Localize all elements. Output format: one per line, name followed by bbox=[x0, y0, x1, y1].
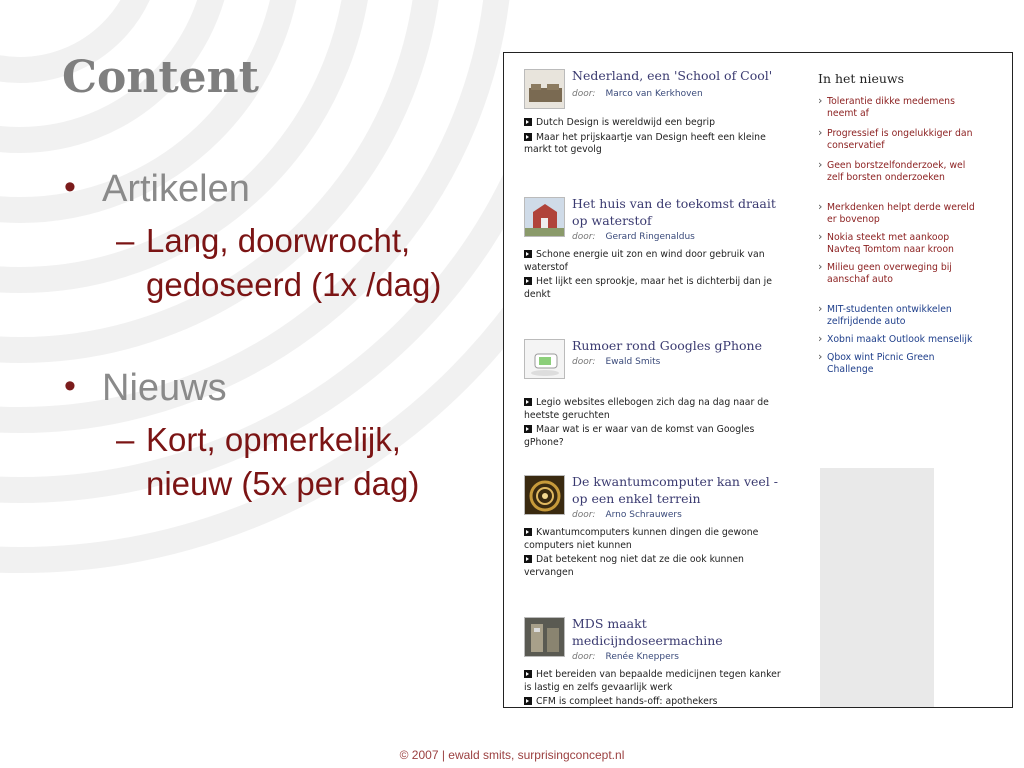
news-item-link[interactable]: › Merkdenken helpt derde wereld er bovenop bbox=[818, 202, 978, 226]
news-item-link[interactable]: › Progressief is ongelukkiger dan conservatief bbox=[818, 128, 978, 152]
article-meta: door: Gerard Ringenaldus bbox=[572, 232, 695, 242]
sub-bullet-nieuws bbox=[64, 418, 514, 506]
article-sub-link[interactable]: Het lijkt een sprookje, maar het is dichterbij dan je denkt bbox=[524, 276, 772, 300]
play-bullet-icon bbox=[524, 528, 532, 536]
author-link[interactable]: Renée Kneppers bbox=[605, 652, 679, 662]
article-sub-link[interactable]: Het bereiden van bepaalde medicijnen tegen kanker is lastig en zelfs gevaarlijk werk bbox=[524, 669, 781, 693]
sub-bullet-artikelen bbox=[64, 219, 514, 307]
article-thumbnail bbox=[524, 69, 565, 109]
author-link[interactable]: Gerard Ringenaldus bbox=[605, 232, 695, 242]
article-title-link[interactable]: Nederland, een 'School of Cool' bbox=[572, 68, 773, 83]
play-bullet-icon bbox=[524, 133, 532, 141]
article-sublist bbox=[524, 669, 786, 708]
ad-placeholder-box bbox=[820, 468, 934, 708]
article-sublist bbox=[524, 117, 786, 159]
article-meta: door: Ewald Smits bbox=[572, 357, 661, 367]
article-sublist bbox=[524, 397, 786, 451]
play-bullet-icon bbox=[524, 670, 532, 678]
article-meta: door: Renée Kneppers bbox=[572, 652, 679, 662]
dash-marker: – bbox=[116, 222, 135, 259]
author-link[interactable]: Ewald Smits bbox=[605, 357, 661, 367]
news-item-link[interactable]: › Nokia steekt met aankoop Navteq Tomtom naar kroon bbox=[818, 232, 978, 256]
play-bullet-icon bbox=[524, 118, 532, 126]
article-thumbnail bbox=[524, 339, 565, 379]
article-title-link[interactable]: Het huis van de toekomst draait op waterstof bbox=[572, 196, 776, 228]
article-sub-link[interactable]: Maar wat is er waar van de komst van Googles gPhone? bbox=[524, 424, 755, 448]
article-sub-link[interactable]: Dat betekent nog niet dat ze die ook kunnen vervangen bbox=[524, 554, 744, 578]
article-sub-link[interactable]: CFM is compleet hands-off: apothekers bbox=[524, 696, 786, 708]
slide-footer: © 2007 | ewald smits, surprisingconcept.nl bbox=[399, 748, 625, 762]
dash-marker: – bbox=[116, 421, 135, 458]
news-item-link[interactable]: › Tolerantie dikke medemens neemt af bbox=[818, 96, 978, 120]
article-thumbnail bbox=[524, 475, 565, 515]
play-bullet-icon bbox=[524, 250, 532, 258]
bullet-nieuws: • Nieuws bbox=[64, 367, 514, 410]
news-item-link[interactable]: › Geen borstzelfonderzoek, wel zelf borsten onderzoeken bbox=[818, 160, 978, 184]
author-link[interactable]: Arno Schrauwers bbox=[605, 510, 682, 520]
article-sub-link[interactable]: Dutch Design is wereldwijd een begrip bbox=[524, 117, 786, 130]
website-screenshot bbox=[503, 52, 1013, 708]
article-meta: door: Marco van Kerkhoven bbox=[572, 89, 703, 99]
article-title-link[interactable]: De kwantumcomputer kan veel - op een enkel terrein bbox=[572, 474, 778, 506]
news-heading: In het nieuws bbox=[818, 71, 905, 86]
article-sublist bbox=[524, 527, 786, 581]
article-title-link[interactable]: Rumoer rond Googles gPhone bbox=[572, 338, 762, 353]
play-bullet-icon bbox=[524, 697, 532, 705]
sub-bullet-line: nieuw (5x per dag) bbox=[146, 465, 420, 502]
article-meta: door: Arno Schrauwers bbox=[572, 510, 682, 520]
news-sidebar bbox=[818, 71, 978, 376]
article-sub-link[interactable]: Kwantumcomputers kunnen dingen die gewone computers niet kunnen bbox=[524, 527, 759, 551]
author-link[interactable]: Marco van Kerkhoven bbox=[605, 89, 703, 99]
article-thumbnail bbox=[524, 617, 565, 657]
play-bullet-icon bbox=[524, 277, 532, 285]
news-item-link[interactable]: › Milieu geen overweging bij aanschaf auto bbox=[818, 262, 978, 286]
play-bullet-icon bbox=[524, 425, 532, 433]
article-sub-link[interactable]: Maar het prijskaartje van Design heeft een kleine markt tot gevolg bbox=[524, 131, 766, 155]
play-bullet-icon bbox=[524, 398, 532, 406]
news-item-link[interactable]: › Qbox wint Picnic Green Challenge bbox=[818, 352, 978, 376]
sub-bullet-line: Lang, doorwrocht, bbox=[146, 222, 411, 259]
news-item-link[interactable]: › Xobni maakt Outlook menselijk bbox=[818, 334, 978, 346]
article-sub-link[interactable]: Legio websites ellebogen zich dag na dag naar de heetste geruchten bbox=[524, 397, 769, 421]
bullet-list bbox=[64, 168, 514, 506]
sub-bullet-line: gedoseerd (1x /dag) bbox=[146, 266, 442, 303]
bullet-artikelen: • Artikelen bbox=[64, 168, 514, 211]
sub-bullet-line: Kort, opmerkelijk, bbox=[146, 421, 401, 458]
article-sublist bbox=[524, 249, 786, 303]
news-item-link[interactable]: › MIT-studenten ontwikkelen zelfrijdende auto bbox=[818, 304, 978, 328]
article-thumbnail bbox=[524, 197, 565, 237]
article-sub-link[interactable]: Schone energie uit zon en wind door gebruik van waterstof bbox=[524, 249, 765, 273]
play-bullet-icon bbox=[524, 555, 532, 563]
slide-title: Content bbox=[62, 52, 259, 103]
article-title-link[interactable]: MDS maakt medicijndoseermachine bbox=[572, 616, 723, 648]
